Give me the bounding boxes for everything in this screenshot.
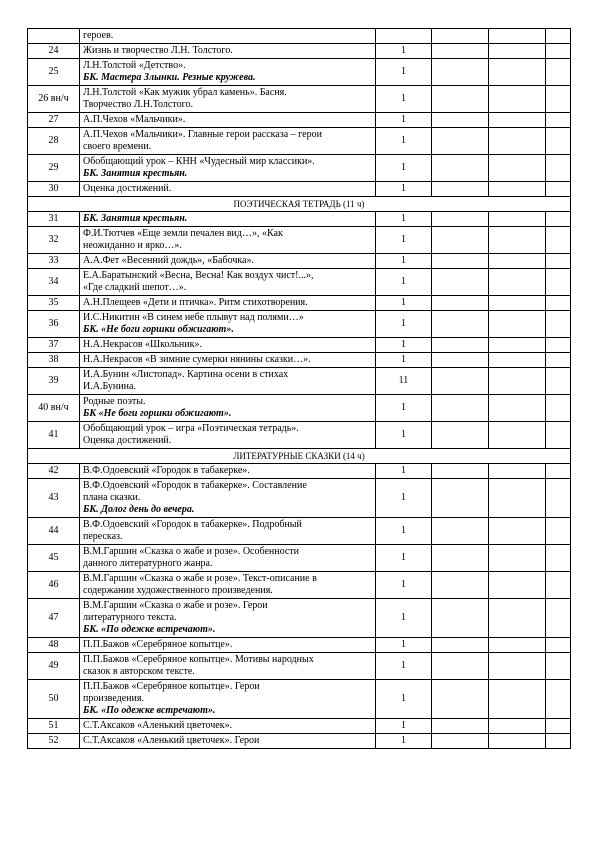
lesson-topic-line: А.П.Чехов «Мальчики». Главные герои рассказа – герои (83, 129, 322, 140)
lesson-topic (80, 518, 376, 545)
lesson-number: 47 (28, 599, 80, 638)
date-fact-cell (489, 545, 546, 572)
lesson-row (28, 212, 571, 227)
date-plan-cell (432, 296, 489, 311)
lesson-topic (80, 155, 376, 182)
lesson-row (28, 422, 571, 449)
lesson-row (28, 518, 571, 545)
notes-cell (546, 296, 571, 311)
lesson-topic-line: Л.Н.Толстой «Детство». (83, 60, 186, 71)
lesson-row (28, 353, 571, 368)
lesson-row (28, 86, 571, 113)
lesson-topic-line: В.М.Гаршин «Сказка о жабе и розе». Текст-описание в (83, 573, 317, 584)
lesson-topic-line: Обобщающий урок – игра «Поэтическая тетрадь». (83, 423, 299, 434)
lesson-plan-page (27, 28, 570, 749)
date-plan-cell (432, 719, 489, 734)
lesson-row (28, 29, 571, 44)
lesson-number: 38 (28, 353, 80, 368)
lesson-number: 49 (28, 653, 80, 680)
lesson-row (28, 338, 571, 353)
notes-cell (546, 545, 571, 572)
notes-cell (546, 653, 571, 680)
regional-component-note: БК. Занятия крестьян. (83, 168, 188, 179)
lesson-hours: 1 (376, 422, 432, 449)
date-plan-cell (432, 599, 489, 638)
notes-cell (546, 719, 571, 734)
lesson-row (28, 59, 571, 86)
regional-component-note: БК. Долог день до вечера. (83, 504, 195, 515)
date-plan-cell (432, 638, 489, 653)
lesson-number: 37 (28, 338, 80, 353)
lesson-plan-table (27, 28, 571, 749)
lesson-row (28, 545, 571, 572)
lesson-topic-line: А.А.Фет «Весенний дождь», «Бабочка». (83, 255, 254, 266)
lesson-row (28, 734, 571, 749)
lesson-number: 51 (28, 719, 80, 734)
lesson-topic-line: Оценка достижений. (83, 435, 172, 446)
lesson-topic-line: Оценка достижений. (83, 183, 172, 194)
lesson-topic-line: И.А.Бунин «Листопад». Картина осени в стихах (83, 369, 289, 380)
lesson-topic (80, 269, 376, 296)
date-fact-cell (489, 254, 546, 269)
notes-cell (546, 113, 571, 128)
lesson-hours: 1 (376, 254, 432, 269)
lesson-number: 30 (28, 182, 80, 197)
lesson-topic (80, 422, 376, 449)
lesson-hours: 1 (376, 182, 432, 197)
lesson-topic-line: Е.А.Баратынский «Весна, Весна! Как воздух чист!...», (83, 270, 314, 281)
lesson-topic-line: пересказ. (83, 531, 123, 542)
lesson-hours: 1 (376, 44, 432, 59)
lesson-hours: 1 (376, 719, 432, 734)
lesson-row (28, 182, 571, 197)
regional-component-note: БК. «Не боги горшки обжигают». (83, 324, 234, 335)
lesson-topic-line: В.Ф.Одоевский «Городок в табакерке». Составление (83, 480, 307, 491)
lesson-hours: 1 (376, 572, 432, 599)
date-plan-cell (432, 86, 489, 113)
notes-cell (546, 680, 571, 719)
lesson-number: 41 (28, 422, 80, 449)
lesson-topic (80, 464, 376, 479)
notes-cell (546, 338, 571, 353)
date-plan-cell (432, 653, 489, 680)
lesson-number: 29 (28, 155, 80, 182)
date-fact-cell (489, 296, 546, 311)
lesson-hours: 1 (376, 599, 432, 638)
lesson-row (28, 680, 571, 719)
date-plan-cell (432, 464, 489, 479)
lesson-number: 45 (28, 545, 80, 572)
date-plan-cell (432, 518, 489, 545)
lesson-number: 25 (28, 59, 80, 86)
notes-cell (546, 86, 571, 113)
notes-cell (546, 155, 571, 182)
date-plan-cell (432, 734, 489, 749)
date-fact-cell (489, 734, 546, 749)
date-plan-cell (432, 338, 489, 353)
lesson-hours (376, 29, 432, 44)
regional-component-note: БК. «По одежке встречают». (83, 624, 216, 635)
lesson-hours: 1 (376, 86, 432, 113)
lesson-topic-line: Родные поэты. (83, 396, 146, 407)
date-fact-cell (489, 338, 546, 353)
date-fact-cell (489, 464, 546, 479)
date-fact-cell (489, 518, 546, 545)
lesson-number: 46 (28, 572, 80, 599)
lesson-hours: 1 (376, 395, 432, 422)
date-plan-cell (432, 155, 489, 182)
notes-cell (546, 254, 571, 269)
lesson-topic (80, 86, 376, 113)
lesson-row (28, 128, 571, 155)
lesson-hours: 1 (376, 113, 432, 128)
date-fact-cell (489, 269, 546, 296)
date-fact-cell (489, 719, 546, 734)
lesson-hours: 1 (376, 338, 432, 353)
lesson-topic-line: Творчество Л.Н.Толстого. (83, 99, 193, 110)
lesson-row (28, 572, 571, 599)
date-fact-cell (489, 353, 546, 368)
date-fact-cell (489, 29, 546, 44)
date-plan-cell (432, 269, 489, 296)
date-plan-cell (432, 311, 489, 338)
notes-cell (546, 572, 571, 599)
lesson-topic-line: А.Н.Плещеев «Дети и птичка». Ритм стихотворения. (83, 297, 308, 308)
date-plan-cell (432, 212, 489, 227)
section-header-row (28, 197, 571, 212)
lesson-topic-line: героев. (83, 30, 114, 41)
lesson-topic-line: А.П.Чехов «Мальчики». (83, 114, 186, 125)
date-plan-cell (432, 680, 489, 719)
date-plan-cell (432, 572, 489, 599)
lesson-hours: 1 (376, 680, 432, 719)
date-plan-cell (432, 353, 489, 368)
date-plan-cell (432, 113, 489, 128)
lesson-number: 48 (28, 638, 80, 653)
lesson-topic-line: Н.А.Некрасов «В зимние сумерки нянины сказки…». (83, 354, 311, 365)
lesson-row (28, 269, 571, 296)
date-plan-cell (432, 368, 489, 395)
section-header-row (28, 449, 571, 464)
date-fact-cell (489, 311, 546, 338)
date-plan-cell (432, 545, 489, 572)
notes-cell (546, 599, 571, 638)
lesson-row (28, 395, 571, 422)
lesson-topic-line: П.П.Бажов «Серебряное копытце». (83, 639, 233, 650)
date-fact-cell (489, 479, 546, 518)
lesson-number: 43 (28, 479, 80, 518)
lesson-number: 32 (28, 227, 80, 254)
date-fact-cell (489, 227, 546, 254)
lesson-hours: 1 (376, 479, 432, 518)
notes-cell (546, 464, 571, 479)
lesson-hours: 1 (376, 734, 432, 749)
lesson-row (28, 638, 571, 653)
lesson-number: 28 (28, 128, 80, 155)
lesson-topic-line: содержании художественного произведения. (83, 585, 273, 596)
lesson-row (28, 479, 571, 518)
lesson-number (28, 29, 80, 44)
notes-cell (546, 182, 571, 197)
lesson-topic (80, 59, 376, 86)
notes-cell (546, 227, 571, 254)
notes-cell (546, 212, 571, 227)
lesson-topic (80, 734, 376, 749)
lesson-topic-line: Ф.И.Тютчев «Еще земли печален вид…», «Как (83, 228, 283, 239)
lesson-topic (80, 338, 376, 353)
lesson-topic-line: неожиданно и ярко…». (83, 240, 182, 251)
lesson-topic (80, 311, 376, 338)
date-fact-cell (489, 59, 546, 86)
notes-cell (546, 422, 571, 449)
date-fact-cell (489, 638, 546, 653)
notes-cell (546, 59, 571, 86)
lesson-number: 34 (28, 269, 80, 296)
date-fact-cell (489, 128, 546, 155)
lesson-topic-line: произведения. (83, 693, 144, 704)
lesson-hours: 11 (376, 368, 432, 395)
lesson-row (28, 464, 571, 479)
date-plan-cell (432, 44, 489, 59)
date-plan-cell (432, 479, 489, 518)
lesson-topic (80, 638, 376, 653)
date-fact-cell (489, 182, 546, 197)
lesson-plan-table-body (28, 29, 571, 749)
lesson-number: 31 (28, 212, 80, 227)
lesson-number: 24 (28, 44, 80, 59)
lesson-number: 50 (28, 680, 80, 719)
lesson-hours: 1 (376, 128, 432, 155)
notes-cell (546, 29, 571, 44)
lesson-topic (80, 545, 376, 572)
lesson-topic (80, 572, 376, 599)
date-fact-cell (489, 599, 546, 638)
lesson-row (28, 44, 571, 59)
date-plan-cell (432, 128, 489, 155)
lesson-number: 52 (28, 734, 80, 749)
lesson-topic-line: Н.А.Некрасов «Школьник». (83, 339, 202, 350)
lesson-row (28, 719, 571, 734)
date-fact-cell (489, 368, 546, 395)
lesson-hours: 1 (376, 296, 432, 311)
lesson-topic-line: «Где сладкий шепот…». (83, 282, 187, 293)
lesson-topic-line: В.М.Гаршин «Сказка о жабе и розе». Герои (83, 600, 268, 611)
lesson-row (28, 653, 571, 680)
lesson-hours: 1 (376, 353, 432, 368)
lesson-number: 40 вн/ч (28, 395, 80, 422)
lesson-topic (80, 182, 376, 197)
notes-cell (546, 353, 571, 368)
notes-cell (546, 128, 571, 155)
lesson-topic-line: В.Ф.Одоевский «Городок в табакерке». (83, 465, 250, 476)
notes-cell (546, 479, 571, 518)
lesson-row (28, 311, 571, 338)
lesson-topic (80, 395, 376, 422)
lesson-row (28, 113, 571, 128)
date-fact-cell (489, 44, 546, 59)
lesson-topic (80, 653, 376, 680)
lesson-hours: 1 (376, 545, 432, 572)
regional-component-note: БК. Занятия крестьян. (83, 213, 188, 224)
notes-cell (546, 44, 571, 59)
lesson-topic-line: литературного текста. (83, 612, 177, 623)
date-plan-cell (432, 29, 489, 44)
lesson-row (28, 296, 571, 311)
lesson-number: 26 вн/ч (28, 86, 80, 113)
lesson-topic-line: И.А.Бунина. (83, 381, 136, 392)
lesson-topic-line: В.М.Гаршин «Сказка о жабе и розе». Особенности (83, 546, 299, 557)
date-fact-cell (489, 422, 546, 449)
lesson-topic (80, 353, 376, 368)
section-title: ПОЭТИЧЕСКАЯ ТЕТРАДЬ (11 ч) (28, 197, 571, 212)
lesson-topic-line: И.С.Никитин «В синем небе плывут над полями…» (83, 312, 304, 323)
lesson-topic (80, 212, 376, 227)
lesson-hours: 1 (376, 212, 432, 227)
date-plan-cell (432, 59, 489, 86)
lesson-topic (80, 29, 376, 44)
lesson-topic (80, 680, 376, 719)
date-fact-cell (489, 86, 546, 113)
date-plan-cell (432, 227, 489, 254)
regional-component-note: БК. Мастера Злынки. Резные кружева. (83, 72, 256, 83)
lesson-topic-line: П.П.Бажов «Серебряное копытце». Мотивы народных (83, 654, 314, 665)
lesson-hours: 1 (376, 269, 432, 296)
lesson-number: 36 (28, 311, 80, 338)
lesson-number: 27 (28, 113, 80, 128)
lesson-topic-line: С.Т.Аксаков «Аленький цветочек». (83, 720, 233, 731)
lesson-topic (80, 113, 376, 128)
date-fact-cell (489, 653, 546, 680)
lesson-row (28, 599, 571, 638)
date-plan-cell (432, 395, 489, 422)
date-fact-cell (489, 395, 546, 422)
date-fact-cell (489, 212, 546, 227)
lesson-topic (80, 719, 376, 734)
lesson-number: 39 (28, 368, 80, 395)
lesson-number: 44 (28, 518, 80, 545)
lesson-row (28, 155, 571, 182)
lesson-topic (80, 368, 376, 395)
lesson-topic (80, 296, 376, 311)
date-plan-cell (432, 422, 489, 449)
lesson-topic (80, 254, 376, 269)
notes-cell (546, 638, 571, 653)
lesson-topic (80, 44, 376, 59)
date-fact-cell (489, 680, 546, 719)
lesson-topic-line: сказок в авторском тексте. (83, 666, 195, 677)
lesson-hours: 1 (376, 464, 432, 479)
regional-component-note: БК «Не боги горшки обжигают». (83, 408, 232, 419)
date-plan-cell (432, 182, 489, 197)
notes-cell (546, 311, 571, 338)
lesson-topic-line: С.Т.Аксаков «Аленький цветочек». Герои (83, 735, 260, 746)
lesson-topic (80, 128, 376, 155)
lesson-topic (80, 227, 376, 254)
section-title: ЛИТЕРАТУРНЫЕ СКАЗКИ (14 ч) (28, 449, 571, 464)
lesson-hours: 1 (376, 518, 432, 545)
lesson-topic-line: данного литературного жанра. (83, 558, 213, 569)
lesson-topic (80, 599, 376, 638)
lesson-hours: 1 (376, 638, 432, 653)
lesson-number: 35 (28, 296, 80, 311)
lesson-topic-line: Жизнь и творчество Л.Н. Толстого. (83, 45, 233, 56)
date-fact-cell (489, 155, 546, 182)
regional-component-note: БК. «По одежке встречают». (83, 705, 216, 716)
lesson-row (28, 227, 571, 254)
notes-cell (546, 518, 571, 545)
notes-cell (546, 395, 571, 422)
notes-cell (546, 734, 571, 749)
lesson-number: 33 (28, 254, 80, 269)
lesson-hours: 1 (376, 155, 432, 182)
lesson-topic-line: В.Ф.Одоевский «Городок в табакерке». Подробный (83, 519, 302, 530)
notes-cell (546, 368, 571, 395)
lesson-number: 42 (28, 464, 80, 479)
notes-cell (546, 269, 571, 296)
lesson-hours: 1 (376, 653, 432, 680)
lesson-row (28, 254, 571, 269)
lesson-topic-line: своего времени. (83, 141, 152, 152)
lesson-topic-line: Обобщающий урок – КНН «Чудесный мир классики». (83, 156, 315, 167)
lesson-topic-line: П.П.Бажов «Серебряное копытце». Герои (83, 681, 260, 692)
lesson-topic-line: Л.Н.Толстой «Как мужик убрал камень». Басня. (83, 87, 287, 98)
date-fact-cell (489, 113, 546, 128)
lesson-hours: 1 (376, 59, 432, 86)
lesson-hours: 1 (376, 311, 432, 338)
date-plan-cell (432, 254, 489, 269)
lesson-topic-line: плана сказки. (83, 492, 141, 503)
lesson-topic (80, 479, 376, 518)
date-fact-cell (489, 572, 546, 599)
lesson-hours: 1 (376, 227, 432, 254)
lesson-row (28, 368, 571, 395)
